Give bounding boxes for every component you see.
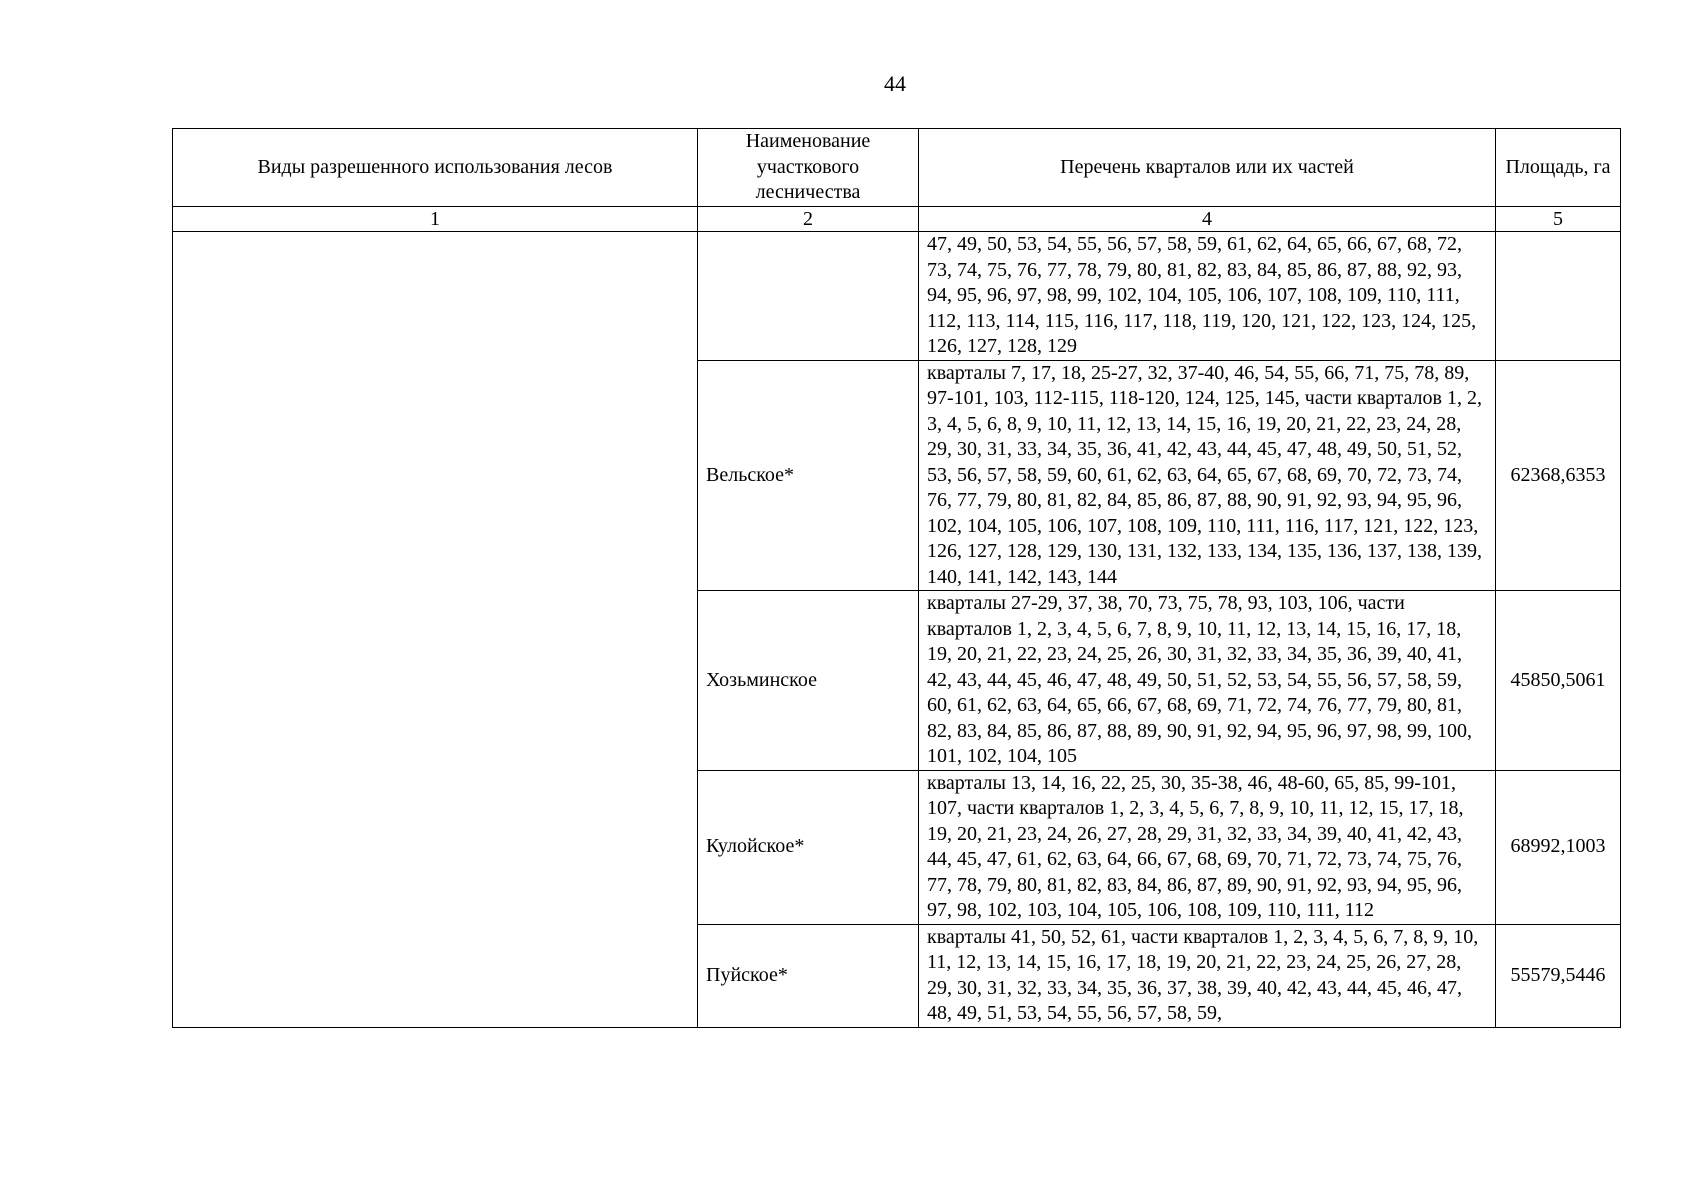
page-number: 44 <box>884 71 906 96</box>
quarters-cell: 47, 49, 50, 53, 54, 55, 56, 57, 58, 59, 61, 62, 64, 65, 66, 67, 68, 72, 73, 74, 75, 76, 77, 78, 79, 80, 81, 82, 83, 84, 85, 86, 87, 88, 92, 93, 94, 95, 96, 97, 98, 99, 102, 104, 105, 106, 107, 108, 109, 110, 111, 112, 113, 114, 115, 116, 117, 118, 119, 120, 121, 122, 123, 124, 125, 126, 127, 128, 129 <box>919 232 1496 361</box>
table-row <box>173 232 1621 361</box>
header-use-types: Виды разрешенного использования лесов <box>173 129 698 207</box>
column-number: 2 <box>698 207 919 232</box>
quarters-cell: кварталы 7, 17, 18, 25-27, 32, 37-40, 46, 54, 55, 66, 71, 75, 78, 89, 97-101, 103, 112-115, 118-120, 124, 125, 145, части кварталов 1, 2, 3, 4, 5, 6, 8, 9, 10, 11, 12, 13, 14, 15, 16, 19, 20, 21, 22, 23, 24, 28, 29, 30, 31, 33, 34, 35, 36, 41, 42, 43, 44, 45, 47, 48, 49, 50, 51, 52, 53, 56, 57, 58, 59, 60, 61, 62, 63, 64, 65, 67, 68, 69, 70, 72, 73, 74, 76, 77, 79, 80, 81, 82, 84, 85, 86, 87, 88, 90, 91, 92, 93, 94, 95, 96, 102, 104, 105, 106, 107, 108, 109, 110, 111, 116, 117, 121, 122, 123, 126, 127, 128, 129, 130, 131, 132, 133, 134, 135, 136, 137, 138, 139, 140, 141, 142, 143, 144 <box>919 360 1496 591</box>
header-quarters-list: Перечень кварталов или их частей <box>919 129 1496 207</box>
quarters-cell: кварталы 13, 14, 16, 22, 25, 30, 35-38, 46, 48-60, 65, 85, 99-101, 107, части кварталов 1, 2, 3, 4, 5, 6, 7, 8, 9, 10, 11, 12, 15, 17, 18, 19, 20, 21, 23, 24, 26, 27, 28, 29, 31, 32, 33, 34, 39, 40, 41, 42, 43, 44, 45, 47, 61, 62, 63, 64, 66, 67, 68, 69, 70, 71, 72, 73, 74, 75, 76, 77, 78, 79, 80, 81, 82, 83, 84, 86, 87, 89, 90, 91, 92, 93, 94, 95, 96, 97, 98, 102, 103, 104, 105, 106, 108, 109, 110, 111, 112 <box>919 770 1496 924</box>
column-number: 4 <box>919 207 1496 232</box>
area-cell: 55579,5446 <box>1496 924 1621 1027</box>
area-cell <box>1496 232 1621 361</box>
district-name-cell: Кулойское* <box>698 770 919 924</box>
district-name-cell: Пуйское* <box>698 924 919 1027</box>
column-number: 5 <box>1496 207 1621 232</box>
use-type-cell <box>173 232 698 1028</box>
district-name-cell: Вельское* <box>698 360 919 591</box>
area-cell: 68992,1003 <box>1496 770 1621 924</box>
header-district-name: Наименование участкового лесничества <box>698 129 919 207</box>
quarters-cell: кварталы 27-29, 37, 38, 70, 73, 75, 78, 93, 103, 106, части кварталов 1, 2, 3, 4, 5, 6, 7, 8, 9, 10, 11, 12, 13, 14, 15, 16, 17, 18, 19, 20, 21, 22, 23, 24, 25, 26, 30, 31, 32, 33, 34, 35, 36, 39, 40, 41, 42, 43, 44, 45, 46, 47, 48, 49, 50, 51, 52, 53, 54, 55, 56, 57, 58, 59, 60, 61, 62, 63, 64, 65, 66, 67, 68, 69, 71, 72, 74, 76, 77, 79, 80, 81, 82, 83, 84, 85, 86, 87, 88, 89, 90, 91, 92, 94, 95, 96, 97, 98, 99, 100, 101, 102, 104, 105 <box>919 591 1496 771</box>
district-name-cell <box>698 232 919 361</box>
area-cell: 62368,6353 <box>1496 360 1621 591</box>
forest-use-table <box>172 128 1621 1028</box>
area-cell: 45850,5061 <box>1496 591 1621 771</box>
header-row <box>173 129 1621 207</box>
column-number: 1 <box>173 207 698 232</box>
district-name-cell: Хозьминское <box>698 591 919 771</box>
quarters-cell: кварталы 41, 50, 52, 61, части кварталов 1, 2, 3, 4, 5, 6, 7, 8, 9, 10, 11, 12, 13, 14, 15, 16, 17, 18, 19, 20, 21, 22, 23, 24, 25, 26, 27, 28, 29, 30, 31, 32, 33, 34, 35, 36, 37, 38, 39, 40, 42, 43, 44, 45, 46, 47, 48, 49, 51, 53, 54, 55, 56, 57, 58, 59, <box>919 924 1496 1027</box>
header-area: Площадь, га <box>1496 129 1621 207</box>
column-number-row <box>173 207 1621 232</box>
